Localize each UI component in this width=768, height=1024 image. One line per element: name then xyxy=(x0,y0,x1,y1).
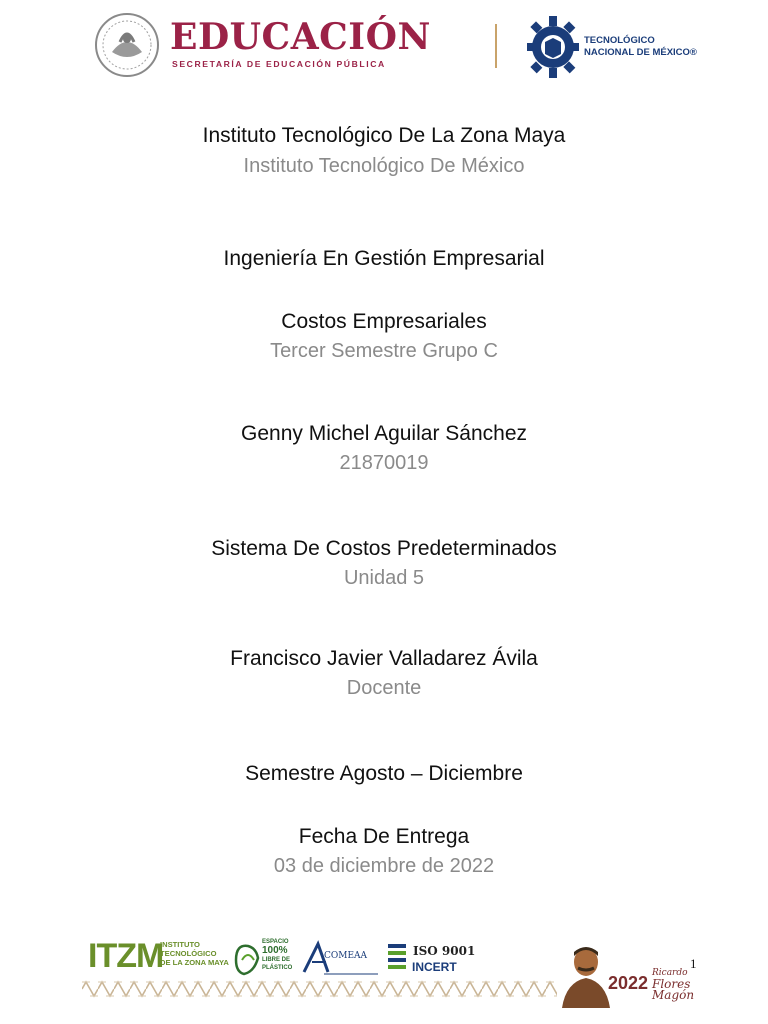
student-name: Genny Michel Aguilar Sánchez xyxy=(241,422,527,445)
plastico-line4: PLÁSTICO xyxy=(262,965,293,971)
unit-text: Unidad 5 xyxy=(343,567,425,589)
itzm-name xyxy=(160,940,229,967)
tecnm-line2: NACIONAL DE MÉXICO® xyxy=(584,47,697,58)
anniversary-year: 2022 xyxy=(608,973,649,993)
mexican-seal-icon xyxy=(94,12,160,78)
itzm-line2: TECNOLÓGICO xyxy=(160,949,217,958)
plastico-line2: 100% xyxy=(262,945,288,956)
plastico-line1: ESPACIO xyxy=(262,939,289,945)
iso-standard: ISO 9001 xyxy=(413,944,476,958)
ricardo-flores-magon-portrait-icon xyxy=(556,942,614,1008)
system-name: Instituto Tecnológico De México xyxy=(243,155,525,177)
tecnm-line1: TECNOLÓGICO xyxy=(584,35,655,46)
anniversary-line3: Magón xyxy=(652,988,695,1002)
itzm-acronym: ITZM xyxy=(88,937,164,975)
student-id: 21870019 xyxy=(339,452,429,474)
plastico-line3: LIBRE DE xyxy=(262,957,291,963)
due-date: 03 de diciembre de 2022 xyxy=(273,855,495,877)
sep-title: EDUCACIÓN xyxy=(170,16,431,58)
page-number: 1 xyxy=(690,956,697,971)
page-header xyxy=(0,0,768,92)
subject-name: Costos Empresariales xyxy=(281,310,487,333)
teacher-name: Francisco Javier Valladarez Ávila xyxy=(230,647,538,670)
itzm-logo xyxy=(88,936,238,976)
semester-text: Semestre Agosto – Diciembre xyxy=(245,762,523,785)
anniversary-name xyxy=(652,968,694,1001)
footer-pattern xyxy=(82,978,557,1000)
itzm-line1: INSTITUTO xyxy=(160,940,200,949)
teacher-role: Docente xyxy=(346,677,422,699)
comeaa-name: COMEAA xyxy=(324,951,368,961)
header-divider xyxy=(495,24,497,68)
plastic-free-text xyxy=(262,938,292,972)
page-footer xyxy=(0,926,768,1024)
topic-title: Sistema De Costos Predeterminados xyxy=(211,537,557,560)
iso-cert: INCERT xyxy=(412,960,457,974)
due-label: Fecha De Entrega xyxy=(298,825,470,848)
group-text: Tercer Semestre Grupo C xyxy=(270,340,498,362)
itzm-line3: DE LA ZONA MAYA xyxy=(160,958,229,967)
institute-name: Instituto Tecnológico De La Zona Maya xyxy=(202,124,566,147)
tecnm-gear-icon xyxy=(527,14,579,80)
tecnm-text xyxy=(584,35,697,59)
career-name: Ingeniería En Gestión Empresarial xyxy=(223,247,545,270)
anniversary-line2: Flores xyxy=(652,977,691,991)
sep-subtitle: SECRETARÍA DE EDUCACIÓN PÚBLICA xyxy=(172,59,386,69)
anniversary-line1: Ricardo xyxy=(652,968,688,978)
